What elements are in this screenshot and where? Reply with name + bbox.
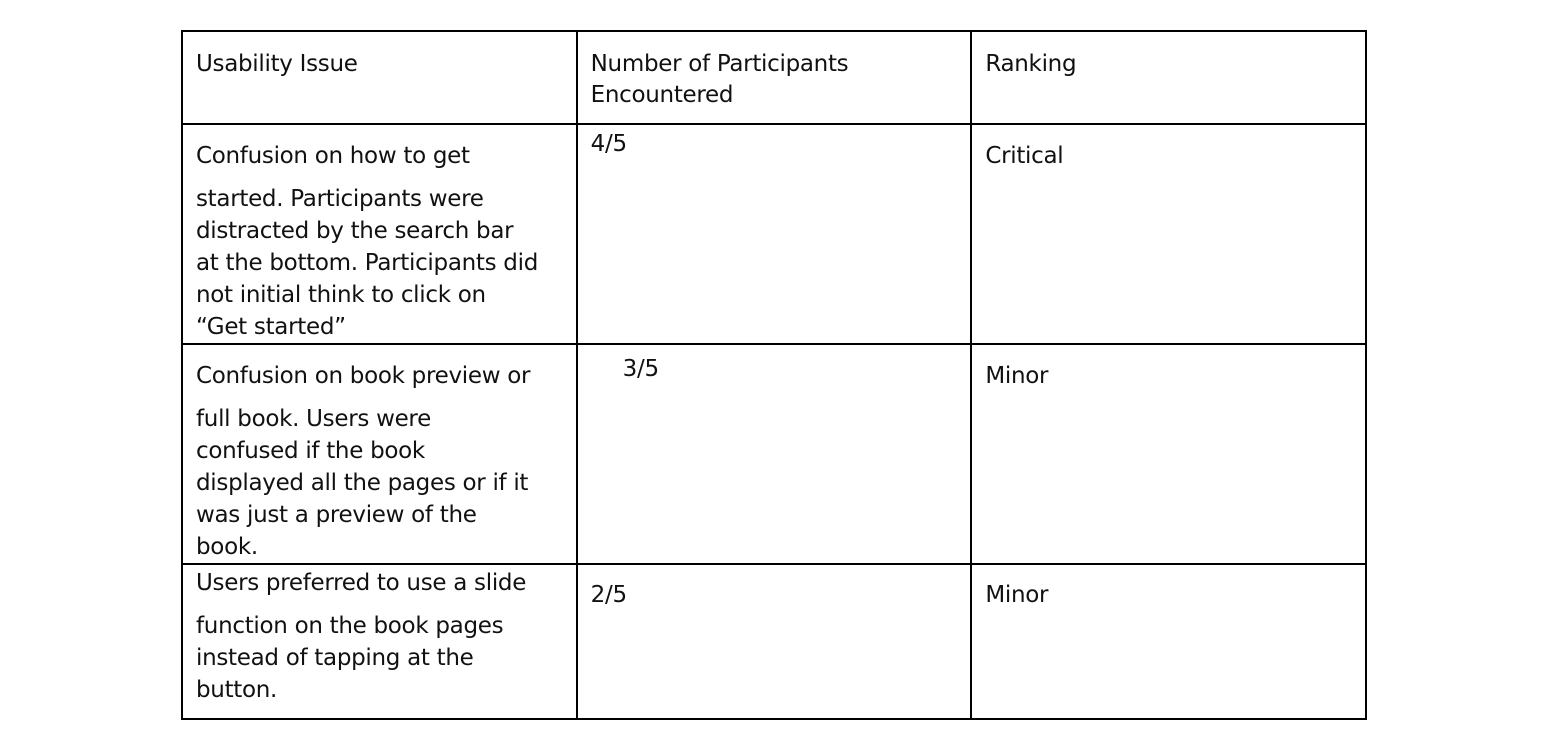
- participant-count: 4/5: [590, 131, 627, 157]
- issue-text-rest: function on the book pages instead of tapping at the button.: [196, 613, 504, 703]
- header-cell-count: [577, 31, 972, 124]
- ranking-cell: [971, 564, 1366, 719]
- issue-text: [183, 565, 576, 706]
- ranking-cell: [971, 344, 1366, 564]
- issue-text-first-line: Confusion on how to get: [196, 143, 470, 169]
- issue-text-rest: full book. Users were confused if the book displayed all the pages or if it was just a preview of the book.: [196, 406, 529, 560]
- participant-count: 3/5: [622, 356, 659, 382]
- issue-text: [183, 125, 576, 343]
- ranking-value: Minor: [985, 582, 1049, 608]
- ranking-value: Critical: [985, 143, 1064, 169]
- ranking-cell: [971, 124, 1366, 344]
- table-header-row: [182, 31, 1366, 124]
- header-cell-issue: [182, 31, 577, 124]
- header-ranking-label: Ranking: [985, 51, 1077, 77]
- table-row: [182, 124, 1366, 344]
- issue-cell: [182, 124, 577, 344]
- table-row: [182, 564, 1366, 719]
- issue-text: [183, 345, 576, 563]
- count-cell: [577, 124, 972, 344]
- ranking-value: Minor: [985, 363, 1049, 389]
- issue-cell: [182, 564, 577, 719]
- issue-text-first-line: Users preferred to use a slide: [196, 570, 527, 596]
- issue-text-rest: started. Participants were distracted by the search bar at the bottom. Participants did not initial think to click on “Get started”: [196, 186, 538, 340]
- count-cell: [577, 564, 972, 719]
- count-cell: [577, 344, 972, 564]
- issue-cell: [182, 344, 577, 564]
- table-row: [182, 344, 1366, 564]
- participant-count: 2/5: [590, 582, 627, 608]
- usability-issues-table: [181, 30, 1367, 720]
- header-cell-ranking: [971, 31, 1366, 124]
- header-count-label: Number of Participants Encountered: [590, 51, 849, 108]
- header-issue-label: Usability Issue: [196, 51, 358, 77]
- issue-text-first-line: Confusion on book preview or: [196, 363, 531, 389]
